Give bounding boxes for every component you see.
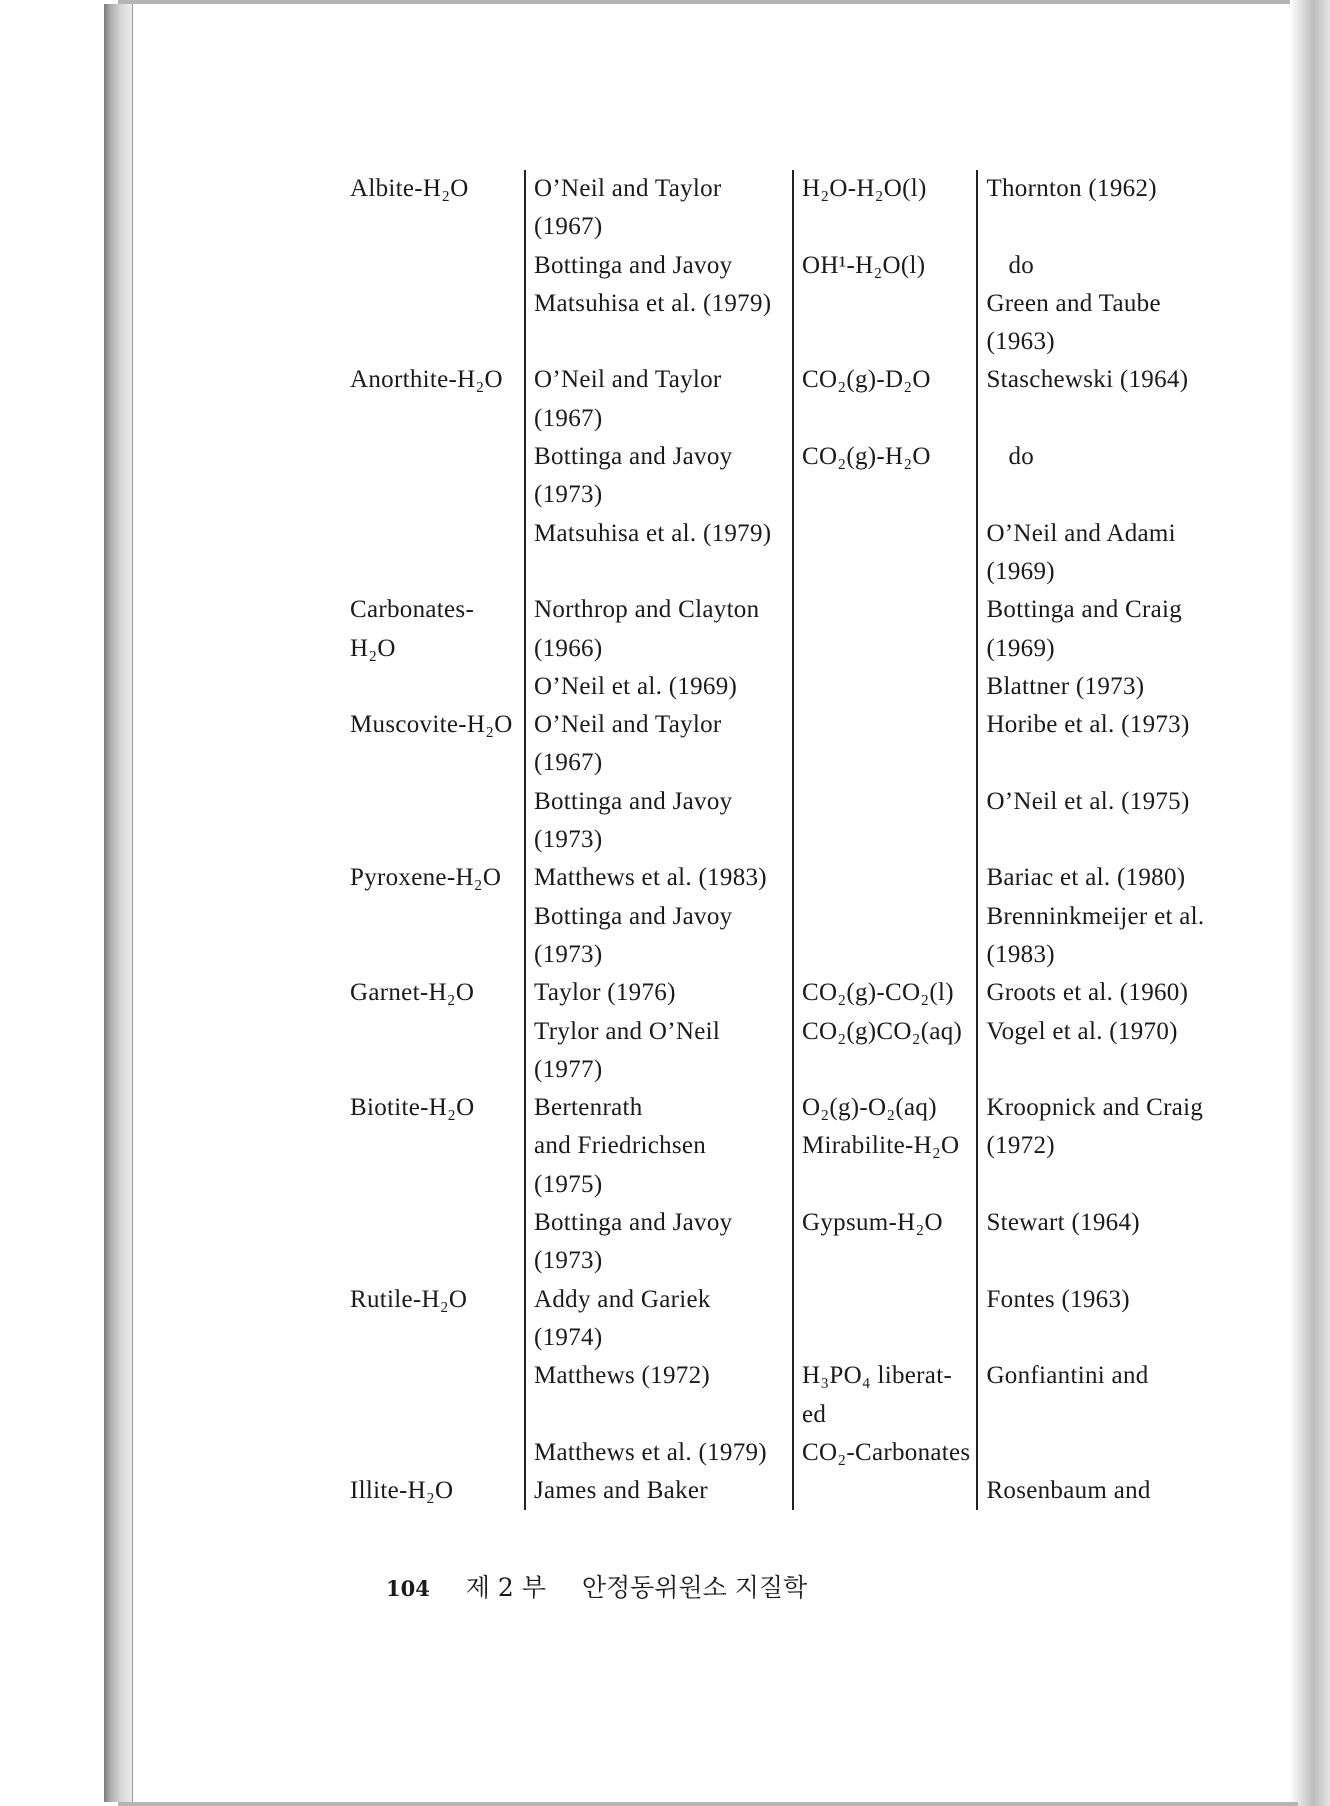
- system-cell: [340, 208, 525, 246]
- system-cell-2: [793, 476, 977, 514]
- system-cell: [340, 553, 525, 591]
- reference-cell: (1973): [525, 1242, 793, 1280]
- reference-cell: (1975): [525, 1166, 793, 1204]
- system-cell-2: CO₂(g)-CO₂(l): [793, 974, 977, 1012]
- system-cell-2: OH¹-H₂O(l): [793, 247, 977, 285]
- table-row: [340, 361, 1276, 399]
- page-footer: [386, 1568, 807, 1604]
- system-cell-2: [793, 515, 977, 553]
- system-cell-2: CO₂(g)-D₂O: [793, 361, 977, 399]
- reference-cell: Matthews (1972): [525, 1357, 793, 1395]
- reference-cell-2: (1983): [977, 936, 1276, 974]
- table-row: [340, 668, 1276, 706]
- chapter-title: 안정동위원소 지질학: [581, 1573, 808, 1602]
- reference-cell: [525, 553, 793, 591]
- page-number: 104: [386, 1576, 430, 1601]
- system-cell-2: [793, 323, 977, 361]
- system-cell: [340, 1013, 525, 1051]
- system-cell-2: CO₂(g)CO₂(aq): [793, 1013, 977, 1051]
- table-row: [340, 1051, 1276, 1089]
- reference-cell-2: Bottinga and Craig: [977, 591, 1276, 629]
- system-cell-2: [793, 285, 977, 323]
- system-cell: H₂O: [350, 634, 396, 662]
- table-row: [340, 1357, 1276, 1395]
- system-cell: [340, 1204, 525, 1242]
- reference-cell: Trylor and O’Neil: [525, 1013, 793, 1051]
- fractionation-reference-table: [340, 170, 1276, 1510]
- reference-cell: Matsuhisa et al. (1979): [525, 515, 793, 553]
- reference-cell-2: [977, 400, 1276, 438]
- system-cell: [340, 515, 525, 553]
- table-row: [340, 1434, 1276, 1472]
- reference-cell-2: Kroopnick and Craig: [977, 1089, 1276, 1127]
- reference-cell: Taylor (1976): [525, 974, 793, 1012]
- reference-cell-2: Rosenbaum and: [977, 1472, 1276, 1510]
- system-cell-2: [793, 400, 977, 438]
- reference-cell-2: [977, 1396, 1276, 1434]
- system-cell-2: Mirabilite-H₂O: [793, 1127, 977, 1165]
- reference-cell: Matsuhisa et al. (1979): [525, 285, 793, 323]
- system-cell: [340, 1166, 525, 1204]
- system-cell-2: [793, 1319, 977, 1357]
- system-cell: [340, 247, 525, 285]
- reference-cell-2: Brenninkmeijer et al.: [977, 898, 1276, 936]
- reference-cell: Bottinga and Javoy: [525, 898, 793, 936]
- reference-cell: Bottinga and Javoy: [525, 1204, 793, 1242]
- system-cell-2: CO₂(g)-H₂O: [793, 438, 977, 476]
- reference-cell-2: (1972): [977, 1127, 1276, 1165]
- system-cell: [340, 1396, 525, 1434]
- system-cell: Rutile-H₂O: [350, 1285, 468, 1313]
- table-row: [340, 1127, 1276, 1165]
- reference-cell: (1977): [525, 1051, 793, 1089]
- system-cell: [340, 1127, 525, 1165]
- reference-cell: (1967): [525, 744, 793, 782]
- reference-cell-2: [977, 1319, 1276, 1357]
- reference-cell: Northrop and Clayton: [525, 591, 793, 629]
- book-spine: [104, 4, 133, 1802]
- table-row: [340, 1013, 1276, 1051]
- system-cell: [340, 285, 525, 323]
- reference-cell-2: [977, 208, 1276, 246]
- reference-cell: (1966): [525, 630, 793, 668]
- system-cell-2: [793, 630, 977, 668]
- system-cell-2: [793, 706, 977, 744]
- reference-cell-2: [977, 1242, 1276, 1280]
- system-cell-2: [793, 859, 977, 897]
- system-cell: [340, 821, 525, 859]
- reference-cell-2: O’Neil and Adami: [977, 515, 1276, 553]
- reference-cell-2: [977, 1051, 1276, 1089]
- reference-cell-2: Vogel et al. (1970): [977, 1013, 1276, 1051]
- reference-cell-2: Horibe et al. (1973): [977, 706, 1276, 744]
- reference-cell: James and Baker: [525, 1472, 793, 1510]
- table-row: [340, 1281, 1276, 1319]
- system-cell: Garnet-H₂O: [350, 979, 475, 1007]
- system-cell: Biotite-H₂O: [350, 1094, 475, 1122]
- reference-cell: (1974): [525, 1319, 793, 1357]
- table-row: [340, 974, 1276, 1012]
- table-row: [340, 1242, 1276, 1280]
- reference-cell-2: do: [977, 438, 1276, 476]
- system-cell: [340, 476, 525, 514]
- table-row: [340, 400, 1276, 438]
- reference-cell: Matthews et al. (1979): [525, 1434, 793, 1472]
- table-row: [340, 1166, 1276, 1204]
- system-cell-2: Gypsum-H₂O: [793, 1204, 977, 1242]
- table-row: [340, 591, 1276, 629]
- system-cell: [340, 783, 525, 821]
- table-row: [340, 247, 1276, 285]
- table-row: [340, 553, 1276, 591]
- table-row: [340, 476, 1276, 514]
- table-row: [340, 323, 1276, 361]
- system-cell-2: [793, 783, 977, 821]
- page-bottom-edge: [118, 1802, 1298, 1806]
- system-cell-2: [793, 821, 977, 859]
- part-label: 제 2 부: [465, 1573, 546, 1602]
- system-cell: [340, 1051, 525, 1089]
- system-cell-2: H₂O-H₂O(l): [793, 170, 977, 208]
- reference-cell-2: Gonfiantini and: [977, 1357, 1276, 1395]
- table-row: [340, 1319, 1276, 1357]
- reference-cell: (1967): [525, 400, 793, 438]
- system-cell: [340, 1319, 525, 1357]
- system-cell-2: [793, 936, 977, 974]
- reference-cell-2: Staschewski (1964): [977, 361, 1276, 399]
- reference-cell: (1973): [525, 936, 793, 974]
- reference-cell-2: [977, 476, 1276, 514]
- table-row: [340, 630, 1276, 668]
- system-cell: [340, 323, 525, 361]
- system-cell: Albite-H₂O: [350, 175, 469, 202]
- system-cell: Pyroxene-H₂O: [350, 864, 502, 892]
- system-cell: Illite-H₂O: [350, 1477, 454, 1505]
- system-cell-2: O₂(g)-O₂(aq): [793, 1089, 977, 1127]
- system-cell-2: [793, 668, 977, 706]
- table-row: [340, 208, 1276, 246]
- system-cell: [340, 438, 525, 476]
- reference-cell: Matthews et al. (1983): [525, 859, 793, 897]
- reference-cell: [525, 1396, 793, 1434]
- reference-cell-2: Bariac et al. (1980): [977, 859, 1276, 897]
- page-edge-shadow: [1290, 0, 1330, 1806]
- reference-cell: Addy and Gariek: [525, 1281, 793, 1319]
- reference-cell-2: Groots et al. (1960): [977, 974, 1276, 1012]
- system-cell: [340, 400, 525, 438]
- system-cell: [340, 1242, 525, 1280]
- reference-cell: Bertenrath: [525, 1089, 793, 1127]
- table-row: [340, 821, 1276, 859]
- system-cell: [340, 1357, 525, 1395]
- reference-cell-2: [977, 1434, 1276, 1472]
- reference-cell-2: (1963): [977, 323, 1276, 361]
- reference-cell-2: Fontes (1963): [977, 1281, 1276, 1319]
- reference-cell-2: (1969): [977, 553, 1276, 591]
- table-row: [340, 783, 1276, 821]
- system-cell: [340, 898, 525, 936]
- reference-cell: Bottinga and Javoy: [525, 783, 793, 821]
- table-row: [340, 1204, 1276, 1242]
- table-row: [340, 859, 1276, 897]
- system-cell: Anorthite-H₂O: [350, 366, 503, 394]
- table-body: [340, 170, 1276, 1510]
- reference-cell-2: Thornton (1962): [977, 170, 1276, 208]
- system-cell-2: [793, 1166, 977, 1204]
- system-cell: [340, 668, 525, 706]
- table-row: [340, 1472, 1276, 1510]
- reference-cell-2: (1969): [977, 630, 1276, 668]
- system-cell: [340, 936, 525, 974]
- system-cell-2: [793, 898, 977, 936]
- reference-cell: Bottinga and Javoy: [525, 438, 793, 476]
- table-row: [340, 1396, 1276, 1434]
- reference-cell: O’Neil and Taylor: [525, 361, 793, 399]
- reference-cell: (1973): [525, 821, 793, 859]
- system-cell: [340, 1434, 525, 1472]
- system-cell-2: [793, 208, 977, 246]
- system-cell: [340, 744, 525, 782]
- reference-cell-2: Green and Taube: [977, 285, 1276, 323]
- table-row: [340, 170, 1276, 208]
- system-cell-2: [793, 1051, 977, 1089]
- table-row: [340, 285, 1276, 323]
- reference-cell-2: [977, 1166, 1276, 1204]
- page-top-edge: [118, 0, 1298, 4]
- reference-cell-2: Stewart (1964): [977, 1204, 1276, 1242]
- table-row: [340, 744, 1276, 782]
- table-row: [340, 936, 1276, 974]
- system-cell-2: [793, 1472, 977, 1510]
- system-cell-2: H₃PO₄ liberat-: [793, 1357, 977, 1395]
- system-cell-2: [793, 744, 977, 782]
- reference-cell: (1967): [525, 208, 793, 246]
- reference-cell-2: do: [977, 247, 1276, 285]
- reference-cell: [525, 323, 793, 361]
- table-row: [340, 515, 1276, 553]
- system-cell: Muscovite-H₂O: [350, 711, 513, 739]
- reference-cell: O’Neil et al. (1969): [525, 668, 793, 706]
- system-cell-2: [793, 1242, 977, 1280]
- reference-cell-2: O’Neil et al. (1975): [977, 783, 1276, 821]
- reference-cell-2: Blattner (1973): [977, 668, 1276, 706]
- table-row: [340, 1089, 1276, 1127]
- reference-cell: O’Neil and Taylor: [525, 706, 793, 744]
- table-row: [340, 898, 1276, 936]
- reference-cell: O’Neil and Taylor: [525, 170, 793, 208]
- system-cell-2: [793, 553, 977, 591]
- table-row: [340, 706, 1276, 744]
- reference-cell: and Friedrichsen: [525, 1127, 793, 1165]
- reference-cell: Bottinga and Javoy: [525, 247, 793, 285]
- system-cell: Carbonates-: [350, 596, 475, 624]
- system-cell-2: [793, 591, 977, 629]
- system-cell-2: CO₂-Carbonates: [793, 1434, 977, 1472]
- reference-cell: (1973): [525, 476, 793, 514]
- reference-cell-2: [977, 821, 1276, 859]
- system-cell-2: [793, 1281, 977, 1319]
- table-row: [340, 438, 1276, 476]
- reference-cell-2: [977, 744, 1276, 782]
- system-cell-2: ed: [793, 1396, 977, 1434]
